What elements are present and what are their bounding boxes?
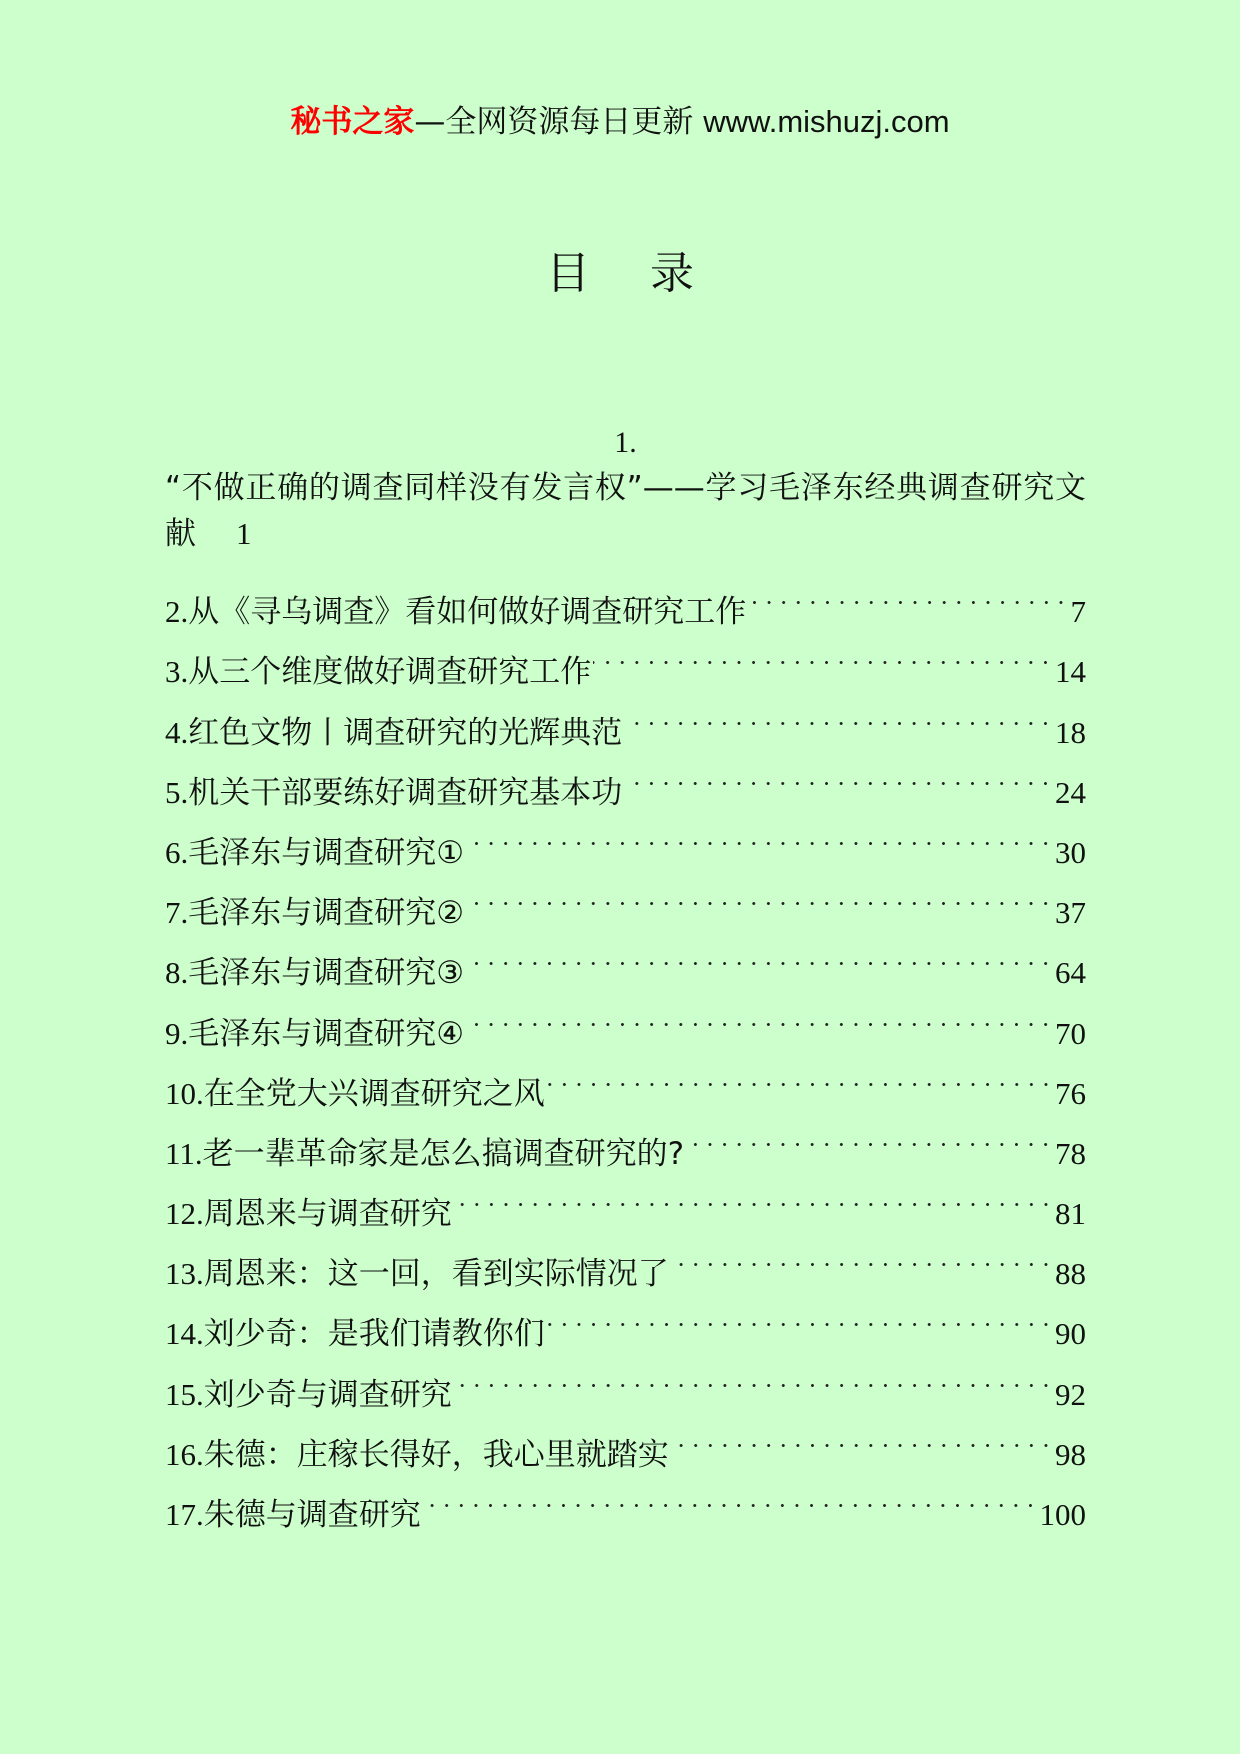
toc-entry-number: 7.	[165, 895, 189, 931]
toc-entry-text: 周恩来：这一回，看到实际情况了	[203, 1256, 669, 1293]
dot-leader	[454, 1344, 1053, 1404]
toc-entry-title	[165, 1365, 452, 1425]
toc-entry-text: 红色文物丨调查研究的光辉典范	[188, 714, 623, 751]
toc-entry-number: 13.	[165, 1256, 204, 1292]
toc-entry-page: 7	[1070, 594, 1086, 630]
toc-entry-text: 机关干部要练好调查研究基本功	[188, 774, 623, 811]
toc-entry-page: 90	[1055, 1316, 1086, 1352]
dot-leader	[624, 682, 1053, 742]
toc-entry-text: 毛泽东与调查研究①	[188, 834, 465, 871]
dot-leader	[466, 983, 1053, 1043]
dot-leader	[466, 923, 1053, 983]
toc-entry-page: 14	[1055, 654, 1086, 690]
dot-leader	[624, 743, 1053, 803]
dot-leader	[547, 1044, 1053, 1104]
toc-entry-text: 周恩来与调查研究	[203, 1196, 452, 1233]
toc-entry-title	[165, 883, 464, 943]
dot-leader	[671, 1405, 1053, 1465]
dot-leader	[466, 863, 1053, 923]
toc-entry-number: 16.	[165, 1436, 204, 1472]
toc-entry-page: 70	[1055, 1015, 1086, 1051]
toc-entry-page: 24	[1055, 774, 1086, 810]
toc-entry-1[interactable]	[165, 465, 1086, 557]
toc-entry-title	[165, 1064, 545, 1124]
title-char-left: 目	[546, 248, 590, 299]
toc-entry-number: 14.	[165, 1316, 204, 1352]
brand-name: 秘书之家	[290, 104, 415, 140]
toc-entry-number: 2.	[165, 594, 189, 630]
toc-entry-text: 毛泽东与调查研究④	[188, 1015, 465, 1052]
toc-entry-number: 5.	[165, 774, 189, 810]
toc-entry-page: 78	[1055, 1135, 1086, 1171]
toc-entry-text: 从三个维度做好调查研究工作	[188, 654, 592, 691]
dot-leader	[593, 622, 1053, 682]
dot-leader	[748, 562, 1068, 622]
site-url: www.mishuzj.com	[703, 104, 950, 139]
toc-entry-text: 朱德与调查研究	[203, 1497, 421, 1533]
toc-entry-1-page: 1	[236, 516, 252, 551]
toc-entry-title	[165, 1004, 464, 1064]
toc-entry-page: 81	[1055, 1196, 1086, 1232]
toc-entry-number: 3.	[165, 654, 189, 690]
toc-entry-number: 8.	[165, 955, 189, 991]
toc-entry[interactable]	[165, 562, 1086, 631]
dot-leader	[671, 1224, 1053, 1284]
toc-entry-title	[165, 823, 464, 883]
toc-entry-title	[165, 642, 591, 702]
toc-entry-page: 100	[1039, 1497, 1086, 1532]
toc-entry-page: 64	[1055, 955, 1086, 991]
toc-entry-page: 18	[1055, 714, 1086, 750]
title-char-right: 录	[650, 248, 694, 299]
dot-leader	[454, 1164, 1053, 1224]
toc-entry-number: 17.	[165, 1497, 204, 1532]
page-title	[0, 246, 1240, 302]
toc-entry-page: 92	[1055, 1376, 1086, 1412]
toc-entry-text: 朱德：庄稼长得好，我心里就踏实	[203, 1436, 669, 1473]
toc-entry-title	[165, 1184, 452, 1244]
toc-entry-1-number: 1.	[614, 426, 637, 459]
site-header	[0, 102, 1240, 142]
toc-entry-number: 10.	[165, 1075, 204, 1111]
toc-entry-number: 9.	[165, 1015, 189, 1051]
toc-entry-text: 在全党大兴调查研究之风	[203, 1075, 545, 1112]
toc-entry-title	[165, 703, 622, 763]
toc-entry-text: 刘少奇与调查研究	[203, 1376, 452, 1413]
toc-entry-page: 37	[1055, 895, 1086, 931]
toc-entries-list	[165, 562, 1086, 1533]
toc-entry-page: 88	[1055, 1256, 1086, 1292]
toc-entry-text: 毛泽东与调查研究③	[188, 955, 465, 992]
dot-leader	[466, 803, 1053, 863]
toc-entry-text: 老一辈革命家是怎么搞调查研究的?	[202, 1135, 685, 1172]
toc-entry-number: 11.	[165, 1135, 203, 1171]
toc-entry-number: 15.	[165, 1376, 204, 1412]
header-tagline: —全网资源每日更新	[414, 104, 704, 140]
toc-entry-text: 刘少奇：是我们请教你们	[203, 1316, 545, 1353]
toc-entry-number: 12.	[165, 1196, 204, 1232]
table-of-contents	[165, 421, 1086, 1533]
toc-entry-page: 76	[1055, 1075, 1086, 1111]
toc-entry-page: 30	[1055, 834, 1086, 870]
toc-entry-text: 毛泽东与调查研究②	[188, 895, 465, 932]
toc-entry-title	[165, 1485, 421, 1545]
toc-entry-text: 从《寻乌调查》看如何做好调查研究工作	[188, 594, 747, 631]
dot-leader	[423, 1465, 1038, 1525]
dot-leader	[686, 1104, 1053, 1164]
toc-entry-page: 98	[1055, 1436, 1086, 1472]
dot-leader	[547, 1284, 1053, 1344]
toc-entry-number: 4.	[165, 714, 189, 750]
toc-entry-1-title: “不做正确的调查同样没有发言权”——学习毛泽东经典调查研究文献	[165, 470, 1086, 552]
toc-entry-title	[165, 943, 464, 1003]
toc-entry-number: 6.	[165, 834, 189, 870]
